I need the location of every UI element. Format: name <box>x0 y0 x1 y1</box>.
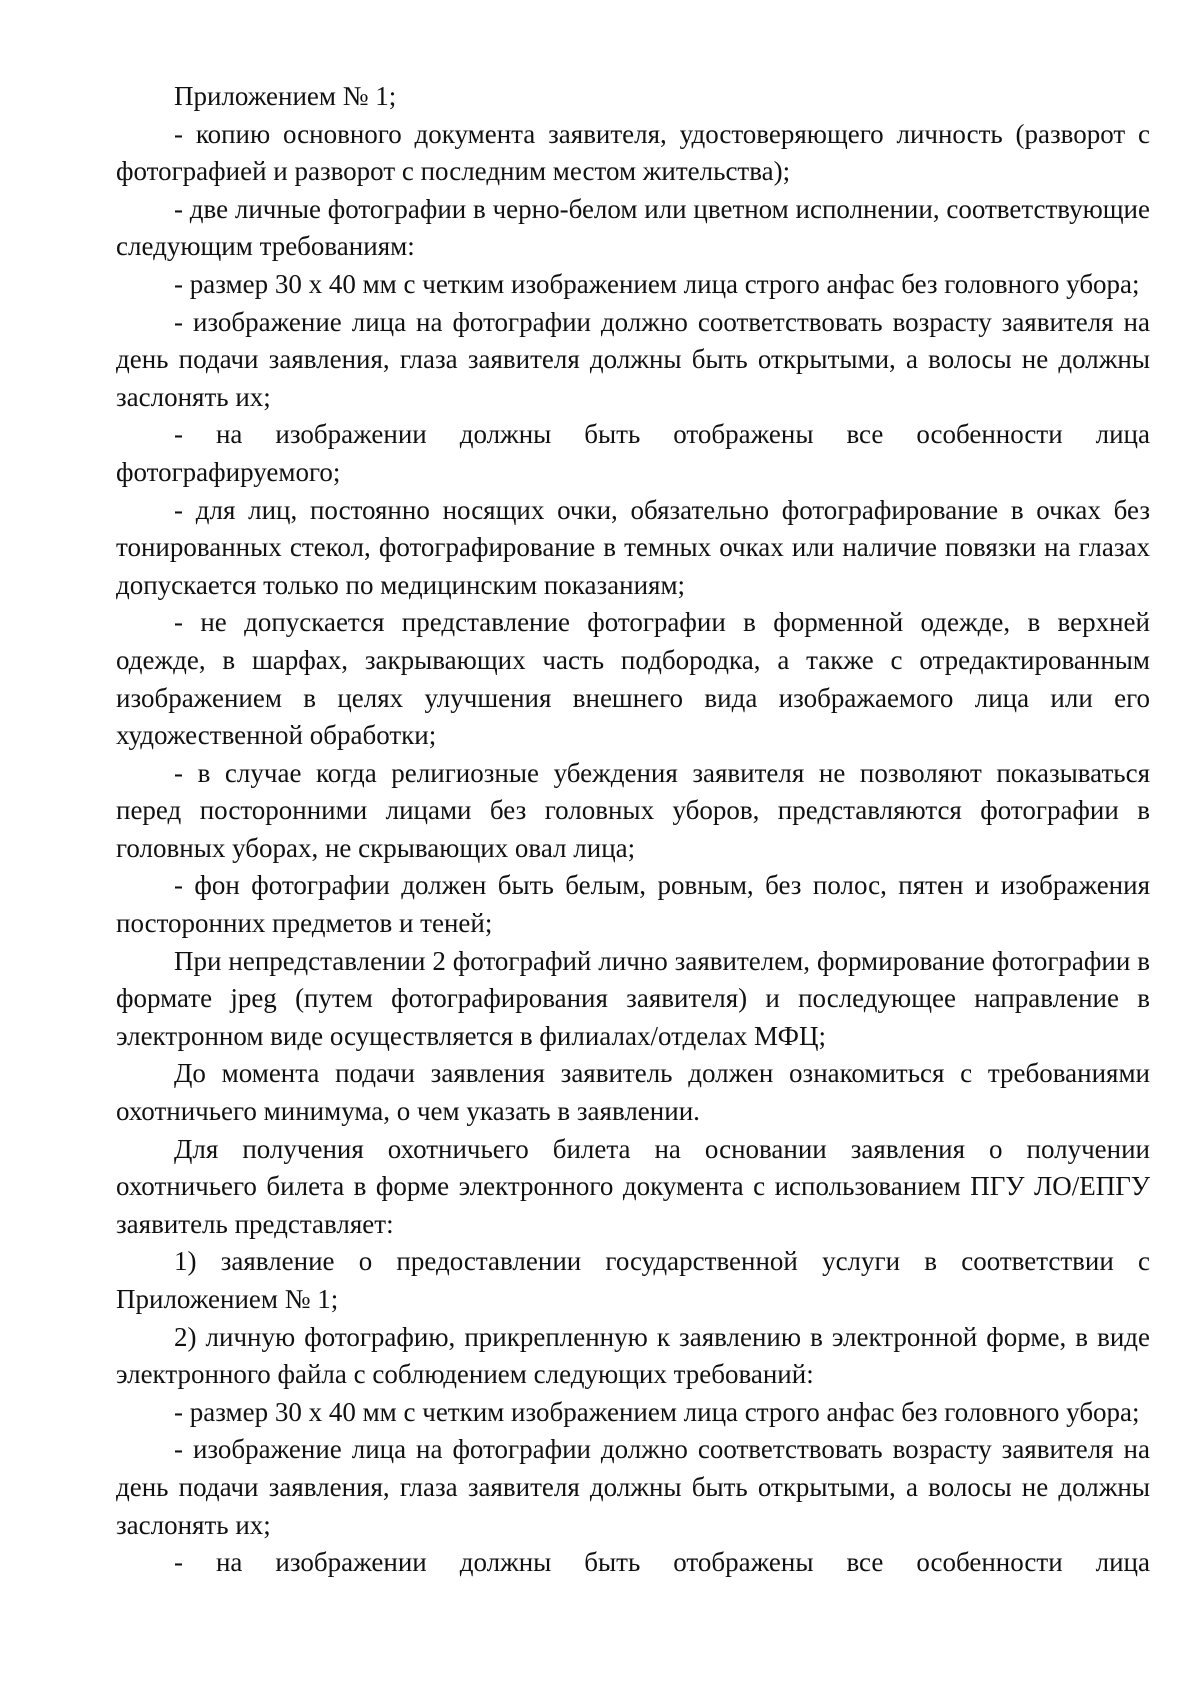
paragraph-7: - для лиц, постоянно носящих очки, обязательно фотографирование в очках без тонированных стекол, фотографирование в темных очках или наличие повязки на глазах допускается только по медицинским показаниям; <box>116 494 1150 600</box>
paragraph-13: Для получения охотничьего билета на основании заявления о получении охотничьего билета в форме электронного документа с использованием ПГУ ЛО/ЕПГУ заявитель представляет: <box>116 1133 1150 1239</box>
paragraph-6: - на изображении должны быть отображены все особенности лица фотографируемого; <box>116 419 1150 487</box>
paragraph-15: 2) личную фотографию, прикрепленную к заявлению в электронной форме, в виде электронного файла с соблюдением следующих требований: <box>116 1321 1150 1390</box>
paragraph-4: - размер 30 х 40 мм с четким изображением лица строго анфас без головного убора; <box>174 268 1140 299</box>
paragraph-3: - две личные фотографии в черно-белом или цветном исполнении, соответствующие следующим требованиям: <box>116 193 1150 262</box>
paragraph-16: - размер 30 х 40 мм с четким изображением лица строго анфас без головного убора; <box>174 1396 1140 1427</box>
document-body <box>116 78 1150 1582</box>
paragraph-18: - на изображении должны быть отображены все особенности лица <box>174 1547 1150 1578</box>
paragraph-17: - изображение лица на фотографии должно соответствовать возрасту заявителя на день подачи заявления, глаза заявителя должны быть открытыми, а волосы не должны заслонять их; <box>116 1434 1150 1540</box>
paragraph-12: До момента подачи заявления заявитель должен ознакомиться с требованиями охотничьего минимума, о чем указать в заявлении. <box>116 1058 1150 1127</box>
paragraph-11: При непредставлении 2 фотографий лично заявителем, формирование фотографии в формате jpeg (путем фотографирования заявителя) и последующее направление в электронном виде осуществляется в филиалах/отделах МФЦ; <box>116 945 1150 1051</box>
paragraph-2: - копию основного документа заявителя, удостоверяющего личность (разворот с фотографией и разворот с последним местом жительства); <box>116 118 1150 187</box>
paragraph-8: - не допускается представление фотографии в форменной одежде, в верхней одежде, в шарфах, закрывающих часть подбородка, а также с отредактированным изображением в целях улучшения внешнего вида изображаемого лица или его художественной обработки; <box>116 607 1150 751</box>
paragraph-9: - в случае когда религиозные убеждения заявителя не позволяют показываться перед посторонними лицами без головных уборов, представляются фотографии в головных уборах, не скрывающих овал лица; <box>116 757 1150 863</box>
paragraph-14: 1) заявление о предоставлении государственной услуги в соответствии с Приложением № 1; <box>116 1246 1150 1314</box>
paragraph-5: - изображение лица на фотографии должно соответствовать возрасту заявителя на день подачи заявления, глаза заявителя должны быть открытыми, а волосы не должны заслонять их; <box>116 306 1150 412</box>
paragraph-10: - фон фотографии должен быть белым, ровным, без полос, пятен и изображения посторонних предметов и теней; <box>116 870 1150 939</box>
paragraph-1: Приложением № 1; <box>174 81 397 111</box>
